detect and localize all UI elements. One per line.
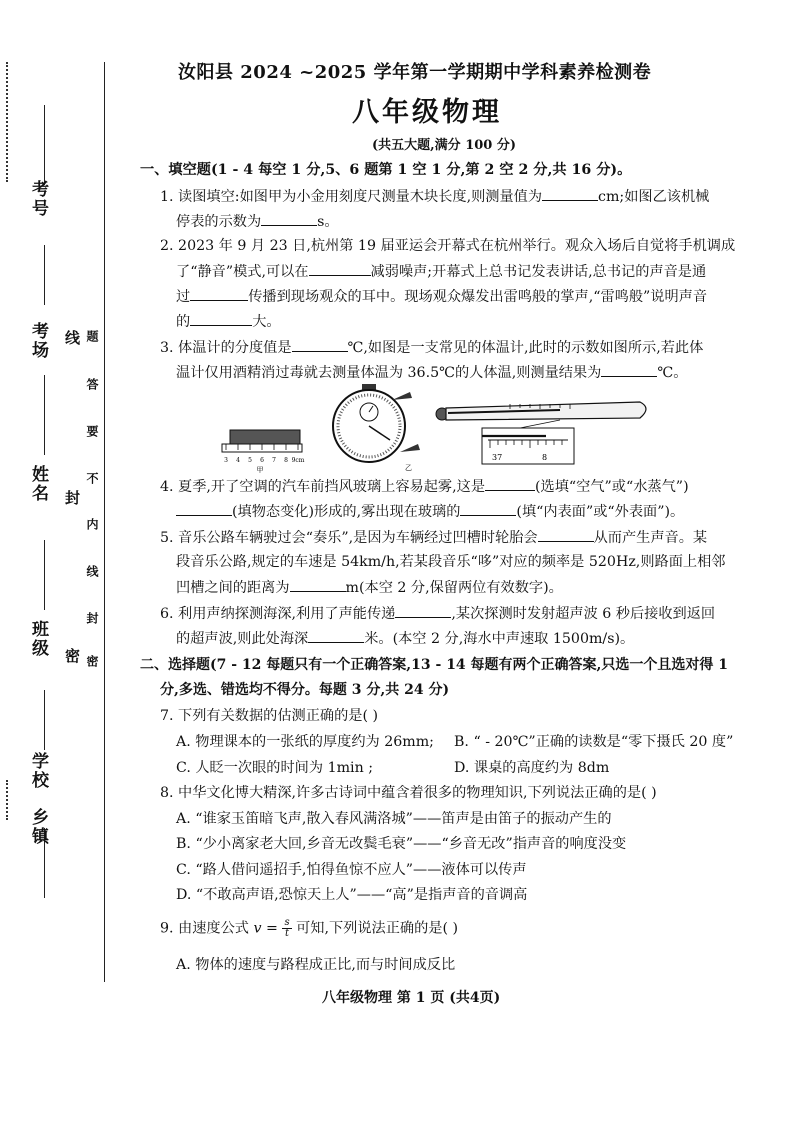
q8-option-a[interactable]: A. “谁家玉笛暗飞声,散入春风满洛城”——笛声是由笛子的振动产生的 <box>176 811 612 827</box>
q5-text: 5. 音乐公路车辆驶过会“奏乐”,是因为车辆经过凹槽时轮胎会 <box>160 530 538 546</box>
question-figures <box>220 382 740 474</box>
ruler-figure <box>222 430 305 474</box>
q2-blank3[interactable] <box>190 311 252 326</box>
thermometer-label: 37 <box>492 453 503 462</box>
exam-info: (共五大题,满分 100 分) <box>372 138 517 153</box>
seal-line-char: 封 <box>63 490 81 505</box>
ruler-tick-label: 7 <box>272 457 276 464</box>
figure-label-jia: 甲 <box>256 466 264 474</box>
q4-text: (填物态变化)形成的,雾出现在玻璃的 <box>232 504 461 520</box>
question-2-line4 <box>176 311 281 332</box>
q6-text: ,某次探测时发射超声波 6 秒后接收到返回 <box>451 606 716 622</box>
q2-text: 的 <box>176 314 191 330</box>
q9-numerator: s <box>284 917 290 928</box>
q6-blank2[interactable] <box>308 628 364 643</box>
thermometer-figure <box>436 402 646 464</box>
q1-text: 停表的示数为 <box>176 214 262 230</box>
q5-text: 从而产生声音。某 <box>593 530 708 546</box>
question-1-line2 <box>176 211 339 232</box>
seal-note-char: 密 <box>85 655 99 667</box>
question-1-line1 <box>160 186 709 207</box>
binding-line <box>104 62 105 982</box>
question-3-line1 <box>160 337 703 358</box>
q4-blank1[interactable] <box>485 476 535 491</box>
seal-note-char: 要 <box>85 425 99 437</box>
stopwatch-button <box>400 444 420 452</box>
q2-text: 传播到现场观众的耳中。现场观众爆发出雷鸣般的掌声,“雷鸣般”说明声音 <box>248 289 708 305</box>
question-4-line2 <box>176 501 684 522</box>
question-3-line2 <box>176 362 687 383</box>
q7-option-b[interactable]: B. “ - 20℃”正确的读数是“零下摄氏 20 度” <box>454 734 734 750</box>
q6-text: 6. 利用声纳探测海深,利用了声能传递 <box>160 606 396 622</box>
q4-text: 4. 夏季,开了空调的汽车前挡风玻璃上容易起雾,这是 <box>160 479 486 495</box>
question-9 <box>160 918 458 939</box>
ruler-tick-label: 6 <box>260 457 264 464</box>
town-label: 乡镇 <box>28 808 48 846</box>
page-footer: 八年级物理 第 1 页 (共4页) <box>322 990 501 1006</box>
class-blank[interactable] <box>44 540 45 610</box>
margin-dots <box>6 62 11 182</box>
q2-text: 大。 <box>252 314 281 330</box>
seal-note-char: 不 <box>85 472 99 484</box>
question-2-line1: 2. 2023 年 9 月 23 日,杭州第 19 届亚运会开幕式在杭州举行。观众入场后自觉将手机调成 <box>160 238 736 254</box>
question-5-line1 <box>160 527 707 548</box>
q2-text: 过 <box>176 289 191 305</box>
question-5-line2: 段音乐公路,规定的车速是 54km/h,若某段音乐“哆”对应的频率是 520Hz,则路面上相邻 <box>176 554 726 570</box>
section2-heading-line2: 分,多选、错选均不得分。每题 3 分,共 24 分) <box>160 682 450 698</box>
q2-text: 了“静音”模式,可以在 <box>176 264 309 280</box>
ruler-tick-label: 8 <box>284 457 288 464</box>
subject-title: 八年级物理 <box>352 97 502 128</box>
question-5-line3 <box>176 577 563 598</box>
q4-text: (选填“空气”或“水蒸气”) <box>535 479 689 495</box>
q4-blank2[interactable] <box>176 501 232 516</box>
q8-option-c[interactable]: C. “路人借问遥招手,怕得鱼惊不应人”——液体可以传声 <box>176 862 527 878</box>
seal-line-char: 密 <box>63 648 81 663</box>
q4-blank3[interactable] <box>460 501 516 516</box>
q9-text: 9. 由速度公式 <box>160 920 254 937</box>
q6-text: 的超声波,则此处海深 <box>176 631 309 647</box>
figure-label-yi: 乙 <box>405 464 412 472</box>
q9-equals: = <box>261 920 283 937</box>
q1-text: 1. 读图填空:如图甲为小金用刻度尺测量木块长度,则测量值为 <box>160 189 543 205</box>
seal-note-char: 题 <box>85 330 99 342</box>
exam-no-blank[interactable] <box>44 105 45 185</box>
exam-room-label: 考场 <box>28 322 48 360</box>
seal-line-char: 线 <box>63 330 81 345</box>
ruler-tick-label: 9cm <box>291 457 305 464</box>
ruler-tick-label: 4 <box>236 457 240 464</box>
question-8: 8. 中华文化博大精深,许多古诗词中蕴含着很多的物理知识,下列说法正确的是( ) <box>160 785 657 801</box>
q2-blank2[interactable] <box>190 286 248 301</box>
q3-text: ℃。 <box>657 365 688 381</box>
zoom-pointer <box>520 420 560 428</box>
seal-note-char: 线 <box>85 565 99 577</box>
q7-option-c[interactable]: C. 人眨一次眼的时间为 1min ; <box>176 760 374 776</box>
q5-text: m(本空 2 分,保留两位有效数字)。 <box>345 580 563 596</box>
q9-option-a[interactable]: A. 物体的速度与路程成正比,而与时间成反比 <box>176 957 456 973</box>
q1-blank2[interactable] <box>261 211 317 226</box>
name-label: 姓名 <box>28 465 48 503</box>
school-label: 学校 <box>28 752 48 790</box>
stopwatch-figure <box>333 384 420 472</box>
q6-blank1[interactable] <box>395 603 451 618</box>
ruler-tick-label: 5 <box>248 457 252 464</box>
q5-text: 凹槽之间的距离为 <box>176 580 290 596</box>
q1-blank1[interactable] <box>542 186 598 201</box>
exam-title: 汝阳县 2024 ~2025 学年第一学期期中学科素养检测卷 <box>178 62 652 83</box>
question-2-line3 <box>176 286 707 307</box>
exam-no-label: 考号 <box>28 180 48 218</box>
margin-dots <box>6 780 11 820</box>
seal-note-char: 内 <box>85 518 99 530</box>
seal-note-char: 答 <box>85 378 99 390</box>
name-blank[interactable] <box>44 375 45 455</box>
q3-text: 3. 体温计的分度值是 <box>160 340 292 356</box>
q1-text: cm;如图乙该机械 <box>598 189 710 205</box>
ruler-tick-label: 3 <box>224 457 228 464</box>
q6-text: 米。(本空 2 分,海水中声速取 1500m/s)。 <box>364 631 635 647</box>
q5-blank2[interactable] <box>290 577 346 592</box>
question-4-line1 <box>160 476 689 497</box>
q7-option-d[interactable]: D. 课桌的高度约为 8dm <box>454 760 610 776</box>
q4-text: (填“内表面”或“外表面”)。 <box>516 504 685 520</box>
q2-text: 减弱噪声;开幕式上总书记发表讲话,总书记的声音是通 <box>370 264 707 280</box>
question-6-line2 <box>176 628 634 649</box>
question-7: 7. 下列有关数据的估测正确的是( ) <box>160 708 379 724</box>
stopwatch-button <box>392 392 412 400</box>
q3-blank2[interactable] <box>601 362 657 377</box>
q9-speed-symbol: v <box>253 920 262 937</box>
question-2-line2 <box>176 261 706 282</box>
q1-text: s。 <box>317 214 339 230</box>
section2-heading-line1: 二、选择题(7 - 12 每题只有一个正确答案,13 - 14 每题有两个正确答案,只选一个且选对得 1 <box>140 657 729 673</box>
class-label: 班级 <box>28 620 48 658</box>
q5-blank1[interactable] <box>538 527 594 542</box>
thermometer-label: 8 <box>542 453 548 462</box>
q9-text: 可知,下列说法正确的是( ) <box>291 920 459 937</box>
q8-option-b[interactable]: B. “少小离家老大回,乡音无改鬓毛衰”——“乡音无改”指声音的响度没变 <box>176 836 627 852</box>
school-blank[interactable] <box>44 690 45 750</box>
binding-sidebar <box>0 0 112 1123</box>
q7-option-a[interactable]: A. 物理课本的一张纸的厚度约为 26mm; <box>176 734 434 750</box>
exam-room-blank[interactable] <box>44 245 45 305</box>
q3-text: ℃,如图是一支常见的体温计,此时的示数如图所示,若此体 <box>347 340 704 356</box>
q3-text: 温计仅用酒精消过毒就去测量体温为 36.5℃的人体温,则测量结果为 <box>176 365 602 381</box>
q9-fraction <box>282 918 291 939</box>
q3-blank1[interactable] <box>292 337 348 352</box>
seal-note-char: 封 <box>85 612 99 624</box>
wood-block <box>230 430 300 444</box>
q2-blank1[interactable] <box>309 261 371 276</box>
q8-option-d[interactable]: D. “不敢高声语,恐惊天上人”——“高”是指声音的音调高 <box>176 887 528 903</box>
section1-heading: 一、填空题(1 - 4 每空 1 分,5、6 题第 1 空 1 分,第 2 空 2 分,共 16 分)。 <box>140 162 632 178</box>
q9-denominator: t <box>284 928 290 939</box>
question-6-line1 <box>160 603 715 624</box>
